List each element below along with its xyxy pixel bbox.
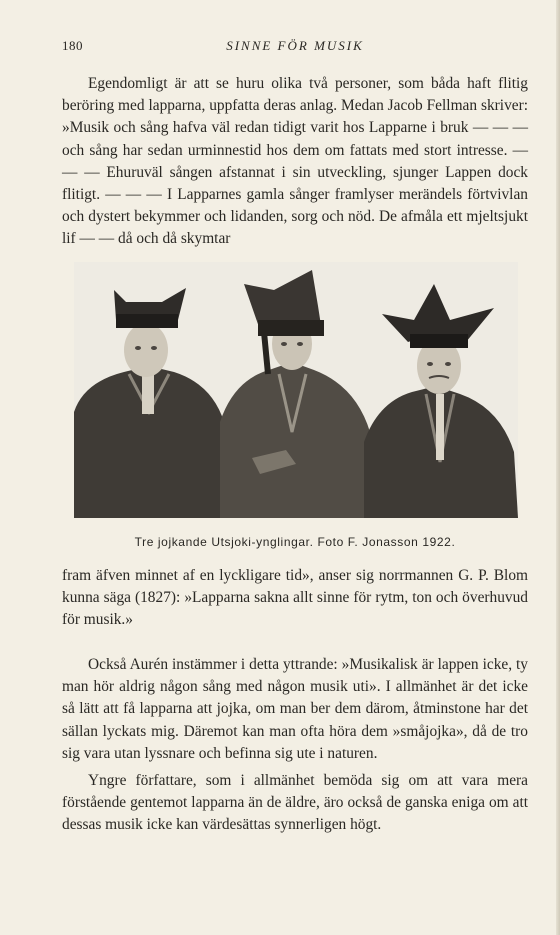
paragraph-2: fram äfven minnet af en lyckligare tid», anser sig norrmannen G. P. Blom kunna säga (1827): »Lapparna sakna allt sinne för rytm, ton och överhuvud för musik.» [62, 567, 528, 629]
photograph [74, 262, 518, 518]
paragraph-1: Egendomligt är att se huru olika två personer, som båda haft flitig beröring med lapparna, uppfatta deras anlag. Medan Jacob Fellman skriver: »Musik och sång hafva väl redan tidigt varit hos Lapparne i bruk — — — och sång har sedan urminnestid hos dem om fattats med stort intresse. — — — Ehuruväl sången afstannat i sin utveckling, sjunger Lappen dock flitigt. — — — I Lapparnes gamla sånger framlyser merändels förtvivlan och dystert bekymmer och lidanden, sorg och nöd. De afmåla ett mjeltsjukt lif — — då och då skymtar [62, 75, 528, 248]
photo-three-young-men [74, 262, 518, 518]
page-edge [556, 0, 560, 935]
page-number: 180 [62, 38, 83, 53]
paragraph-4: Yngre författare, som i allmänhet bemöda sig om att vara mera förstående gentemot lapparna än de äldre, äro också de ganska eniga om att dessas musik icke kan värdesättas synnerligen högt. [62, 772, 528, 834]
paragraph-3: Också Aurén instämmer i detta yttrande: »Musikalisk är lappen icke, ty man hör aldrig någon sång med någon musik uti». I allmänhet är det icke så lätt att få lapparna att jojka, om man ber dem därom, åtminstone har det sällan lyckats mig. Däremot kan man ofta höra dem »småjojka», då de tro sig vara utan lyssnare och befinna sig ute i naturen. [62, 656, 528, 762]
running-head [62, 38, 528, 56]
running-title: SINNE FÖR MUSIK [226, 38, 364, 53]
photo-caption: Tre jojkande Utsjoki-ynglingar. Foto F. Jonasson 1922. [134, 535, 456, 549]
